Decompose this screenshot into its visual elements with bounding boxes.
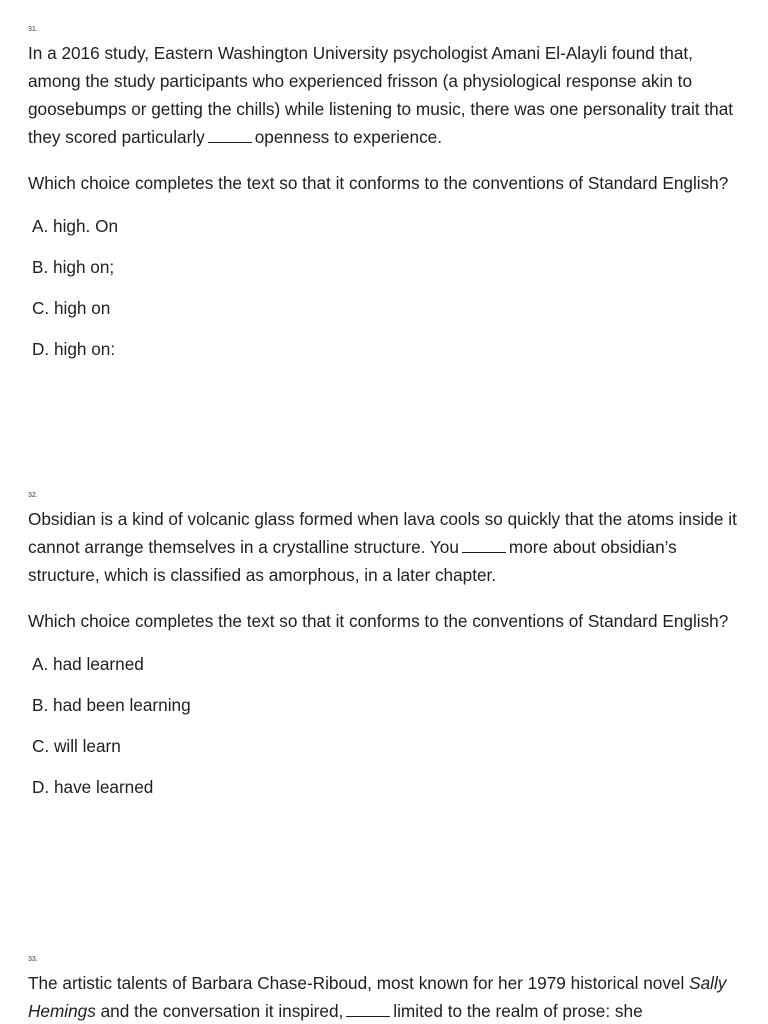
answer-choices [28,214,750,361]
choice-letter: D. [32,339,50,359]
passage-text-before-title: The artistic talents of Barbara Chase-Riboud, most known for her 1979 historical novel [28,973,685,993]
question-number: 31. [28,26,38,33]
passage-text-after-blank: more about obsidian’s structure, which is classified as amorphous, in a later chapter. [28,537,677,585]
question-32 [28,492,750,816]
choice-text: high on [53,298,111,318]
question-prompt: Which choice completes the text so that it conforms to the conventions of Standard English? [28,173,729,193]
choice-text: high. On [53,216,119,236]
passage-text-before-blank: Obsidian is a kind of volcanic glass formed when lava cools so quickly that the atoms inside it cannot arrange themselves in a crystalline structure. You [28,509,737,557]
choice-text: had learned [53,654,144,674]
question-passage [28,969,750,1024]
question-passage [28,505,750,589]
choice-letter: B. [32,695,49,715]
answer-choice-d[interactable] [32,775,750,799]
question-31 [28,26,750,378]
choice-letter: D. [32,777,50,797]
choice-letter: C. [32,736,50,756]
question-prompt: Which choice completes the text so that it conforms to the conventions of Standard English? [28,611,729,631]
passage-text-before-blank: and the conversation it inspired, [100,1001,344,1021]
answer-blank [208,128,252,143]
answer-blank [462,538,506,553]
choice-text: had been learning [53,695,191,715]
answer-choice-c[interactable] [32,734,750,758]
choice-letter: C. [32,298,50,318]
question-number: 32. [28,492,38,499]
choice-text: have learned [53,777,154,797]
novel-title: Sally Hemings [28,973,727,1021]
choice-letter: A. [32,216,49,236]
answer-choice-d[interactable] [32,337,750,361]
choice-letter: A. [32,654,49,674]
answer-choice-a[interactable] [32,652,750,676]
answer-choice-c[interactable] [32,296,750,320]
passage-text-after-blank: openness to experience. [254,127,443,147]
choice-letter: B. [32,257,49,277]
answer-choice-b[interactable] [32,693,750,717]
answer-choice-b[interactable] [32,255,750,279]
choice-text: will learn [53,736,121,756]
passage-text-before-blank: In a 2016 study, Eastern Washington University psychologist Amani El-Alayli found that, among the study participants who experienced frisson (a physiological response akin to goosebumps or getting the chills) while listening to music, there was one personality trait that they scored particularly [28,43,734,147]
answer-choice-a[interactable] [32,214,750,238]
passage-text-after-blank: limited to the realm of prose: she [393,1001,643,1021]
answer-blank [346,1002,390,1017]
choice-text: high on: [53,339,116,359]
choice-text: high on; [53,257,115,277]
question-passage [28,39,750,151]
question-33 [28,956,750,1024]
question-number: 33. [28,956,38,963]
answer-choices [28,652,750,799]
